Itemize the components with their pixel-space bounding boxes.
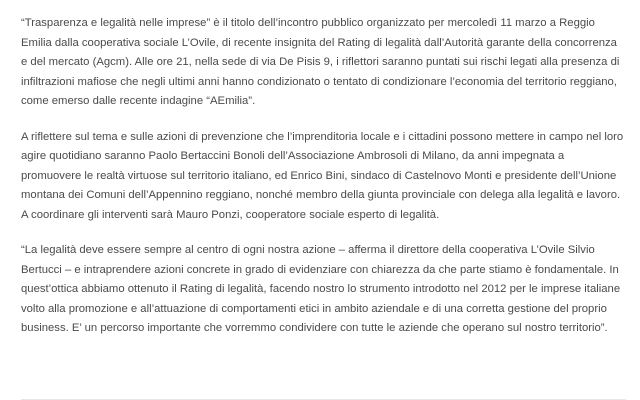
article-paragraph-2: A riflettere sul tema e sulle azioni di prevenzione che l’imprenditoria locale e i cittadini possono mettere in campo nel loro agire quotidiano saranno Paolo Bertaccini Bonoli dell’Associazione Ambrosoli di Milano, da anni impegnata a promuovere le realtà virtuose sul territorio italiano, ed Enrico Bini, sindaco di Castelnovo Monti e presidente dell’Unione montana dei Comuni dell’Appennino reggiano, nonché membro della giunta provinciale con delega alla legalità e lavoro. A coordinare gli interventi sarà Mauro Ponzi, cooperatore sociale esperto di legalità. xyxy=(21,130,624,221)
article-paragraph-1: “Trasparenza e legalità nelle imprese” è il titolo dell’incontro pubblico organizzato per mercoledì 11 marzo a Reggio Emilia dalla cooperativa sociale L’Ovile, di recente insignita del Rating di legalità dall’Autorità garante della concorrenza e del mercato (Agcm). Alle ore 21, nella sede di via De Pisis 9, i riflettori saranno puntati sui rischi legati alla presenza di infiltrazioni mafiose che negli ultimi anni hanno condizionato o tentato di condizionare l’economia del territorio reggiano, come emerso dalle recente indagine “AEmilia”. xyxy=(21,17,620,107)
article-paragraph-3: “La legalità deve essere sempre al centro di ogni nostra azione – afferma il direttore della cooperativa L’Ovile Silvio Bertucci – e intraprendere azioni concrete in grado di evidenziare con chiarezza da che parte stiamo è fondamentale. In quest’ottica abbiamo ottenuto il Rating di legalità, facendo nostro lo strumento introdotto nel 2012 per le imprese italiane volto alla promozione e all’attuazione di comportamenti etici in ambito aziendale e di una corretta gestione del proprio business. E’ un percorso importante che vorremmo condividere con tutte le aziende che operano sul nostro territorio”. xyxy=(21,244,621,334)
